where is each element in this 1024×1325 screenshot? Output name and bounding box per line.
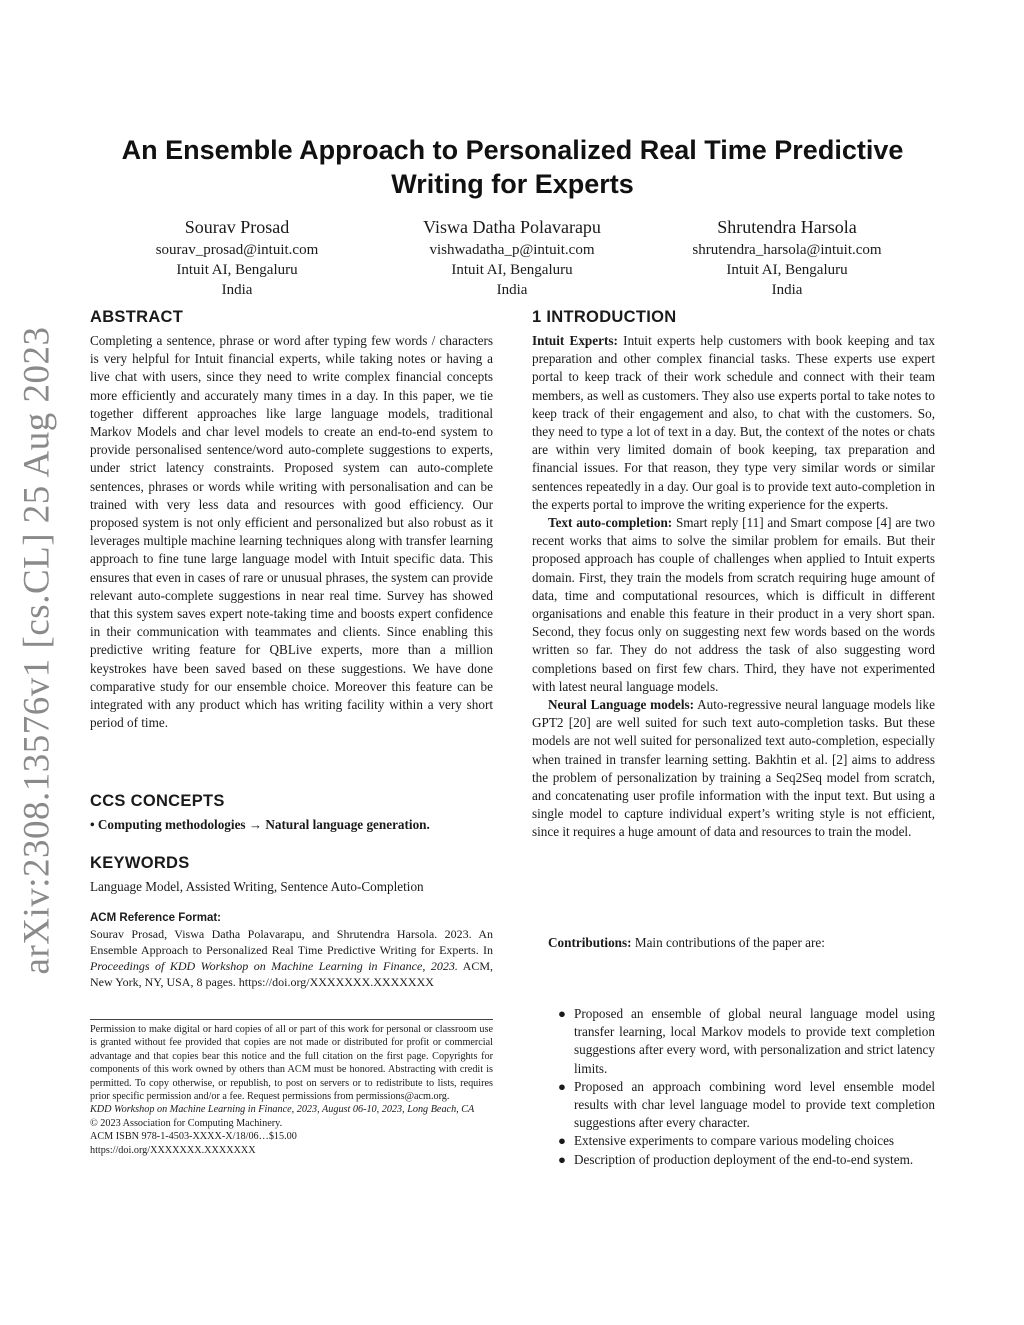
author-affiliation: Intuit AI, Bengaluru xyxy=(451,262,573,278)
acm-reference-venue: Proceedings of KDD Workshop on Machine Learning in Finance, 2023. xyxy=(90,959,458,973)
author-name: Shrutendra Harsola xyxy=(717,217,857,237)
introduction-section xyxy=(532,306,935,842)
bullet-icon: ● xyxy=(558,1078,566,1094)
author-email: sourav_prosad@intuit.com xyxy=(155,242,319,258)
bullet-icon: ● xyxy=(558,1133,566,1149)
author-name: Viswa Datha Polavarapu xyxy=(423,217,601,237)
footnote-permission: Permission to make digital or hard copies of all or part of this work for personal or classroom use is granted without fee provided that copies are not made or distributed for profit or commercial advantage and that copies bear this notice and the full citation on the first page. Copyrights for components of this work owned by others than ACM must be honored. Abstracting with credit is permitted. To copy otherwise, or republish, to post on servers or to redistribute to lists, requires prior specific permission and/or a fee. Request permissions from permissions@acm.org. xyxy=(90,1024,493,1103)
footnote xyxy=(90,1023,493,1157)
author-email: shrutendra_harsola@intuit.com xyxy=(692,242,882,258)
keywords-text: Language Model, Assisted Writing, Sentence Auto-Completion xyxy=(90,879,424,894)
abstract-heading: ABSTRACT xyxy=(90,308,184,326)
contributions-lead: Contributions: xyxy=(548,935,632,950)
author-block-3 xyxy=(647,216,927,300)
bullet-icon: ● xyxy=(558,1006,566,1021)
acm-reference xyxy=(90,910,493,990)
intro-paragraph-1 xyxy=(532,332,935,514)
contributions-text: Main contributions of the paper are: xyxy=(631,935,825,950)
author-block-2 xyxy=(372,216,652,300)
bullet-text: Proposed an ensemble of global neural language model using transfer learning, local Markov models to provide text completion suggestions after every word, with personalization and strict latency limits. xyxy=(574,1006,935,1076)
footnote-copyright: © 2023 Association for Computing Machinery. xyxy=(90,1117,283,1129)
acm-reference-publisher: ACM, New York, NY, USA, 8 pages. https://doi.org/XXXXXXX.XXXXXXX xyxy=(90,959,493,989)
intro-p3-lead: Neural Language models: xyxy=(548,697,695,713)
ccs-section xyxy=(90,790,493,834)
footnote-doi: https://doi.org/XXXXXXX.XXXXXXX xyxy=(90,1144,256,1156)
author-country: India xyxy=(771,282,803,298)
acm-reference-text xyxy=(90,926,493,990)
bullet-icon: ● xyxy=(558,1151,566,1167)
abstract-text: Completing a sentence, phrase or word after typing few words / characters is very helpful for Intuit financial experts, while taking notes or having a live chat with users, since they need to write complex financial concepts more efficiently and accurately many times in a day. In this paper, we tie together different approaches like large language models, traditional Markov Models and char level models to create an end-to-end system to provide personalised sentence/word auto-complete suggestions to experts, under strict latency constraints. Proposed system can auto-complete sentences, phrases or words while writing with personalisation and can be trained with very less data and resources with good efficiency. Our proposed system is not only efficient and personalized but also robust as it leverages multiple machine learning techniques along with transfer learning approach to fine tune large language model with Intuit specific data. This ensures that even in cases of rare or unusual phrases, the system can provide relevant auto-complete suggestions in near real time. Survey has showed that this system saves expert note-taking time and boosts expert confidence in their communication with teammates and clients. Since enabling this predictive writing feature for QBLive experts, more than a million keystrokes have been saved based on these suggestions. We have done comparative study for our ensemble choice. Moreover this feature can be integrated with any product which has writing facility within a very short period of time. xyxy=(90,333,493,731)
list-item xyxy=(558,1078,935,1133)
footnote-rule xyxy=(90,1019,493,1020)
arxiv-stamp-text: arXiv:2308.13576v1 [cs.CL] 25 Aug 2023 xyxy=(16,326,58,974)
abstract-section xyxy=(90,306,493,732)
acm-reference-authors: Sourav Prosad, Viswa Datha Polavarapu, and Shrutendra Harsola. 2023. An Ensemble Approach to Personalized Real Time Predictive Writing for Experts. In xyxy=(90,927,493,957)
list-item xyxy=(558,1132,935,1150)
author-country: India xyxy=(496,282,528,298)
list-item xyxy=(558,1005,935,1078)
introduction-heading: 1 INTRODUCTION xyxy=(532,308,677,326)
ccs-heading: CCS CONCEPTS xyxy=(90,792,225,810)
keywords-heading: KEYWORDS xyxy=(90,854,190,872)
intro-paragraph-3 xyxy=(532,696,935,842)
acm-reference-heading: ACM Reference Format: xyxy=(90,912,221,924)
list-item xyxy=(558,1151,935,1169)
contributions-intro xyxy=(532,934,935,952)
intro-p1-text: Intuit experts help customers with book keeping and tax preparation and other complex financial tasks. These experts use expert portal to keep track of their work schedule and connect with their team members, as well as customers. They also use experts portal to take notes to keep track of their engagement and also, to chat with the customers. So, they need to type a lot of text in a day. But, the context of the notes or chats are within very limited domain of book keeping, tax preparation and financial issues. For that reason, they type very similar words or similar sentences repeatedly in a day. Our goal is to provide text auto-completion in the experts portal to improve the writing experience for the experts. xyxy=(532,333,936,512)
intro-paragraph-2 xyxy=(532,514,935,696)
author-name: Sourav Prosad xyxy=(184,217,290,237)
author-block-1 xyxy=(97,216,377,300)
footnote-venue: KDD Workshop on Machine Learning in Finance, 2023, August 06-10, 2023, Long Beach, CA xyxy=(90,1104,475,1116)
author-affiliation: Intuit AI, Bengaluru xyxy=(726,262,848,278)
intro-p3-text: Auto-regressive neural language models like GPT2 [20] are well suited for such text auto-completion tasks. But these models are not well suited for personalized text auto-completion, especially when trained in transfer learning setting. Bakhtin et al. [2] aims to address the problem of personalization by training a Seq2Seq model from scratch, and concatenating user profile information with the input text. But using a single model to capture individual expert’s writing style is not efficient, since it requires a huge amount of data and resources to train the model. xyxy=(532,697,935,840)
intro-p2-text: Smart reply [11] and Smart compose [4] are two recent works that aims to solve the similar problem for emails. But their proposed approach has couple of challenges when applied to Intuit experts domain. First, they train the models from scratch requiring huge amount of data, time and computational resources, which is difficult in different organisations and enable this feature in their product in a very short span. Second, they focus only on suggesting next few words based on the words written so far. They do not address the task of also suggesting word completions based on first few chars. Third, they have not experimented with latest neural language models. xyxy=(532,515,935,694)
author-affiliation: Intuit AI, Bengaluru xyxy=(176,262,298,278)
bullet-text: Extensive experiments to compare various modeling choices xyxy=(574,1133,895,1149)
author-country: India xyxy=(221,282,253,298)
bullet-text: Proposed an approach combining word level ensemble model results with char level language model to provide text completion suggestions after every character. xyxy=(574,1078,935,1131)
arxiv-stamp xyxy=(2,326,72,974)
keywords-section xyxy=(90,852,493,896)
bullet-text: Description of production deployment of the end-to-end system. xyxy=(574,1151,914,1167)
author-email: vishwadatha_p@intuit.com xyxy=(429,242,595,258)
contributions-list xyxy=(532,1005,935,1169)
footnote-isbn: ACM ISBN 978-1-4503-XXXX-X/18/06…$15.00 xyxy=(90,1131,297,1143)
paper-title: An Ensemble Approach to Personalized Real Time Predictive Writing for Experts xyxy=(121,135,904,199)
contributions-paragraph xyxy=(532,934,935,952)
ccs-text: • Computing methodologies → Natural language generation. xyxy=(90,817,430,832)
intro-p2-lead: Text auto-completion: xyxy=(548,515,673,531)
intro-p1-lead: Intuit Experts: xyxy=(532,333,618,348)
